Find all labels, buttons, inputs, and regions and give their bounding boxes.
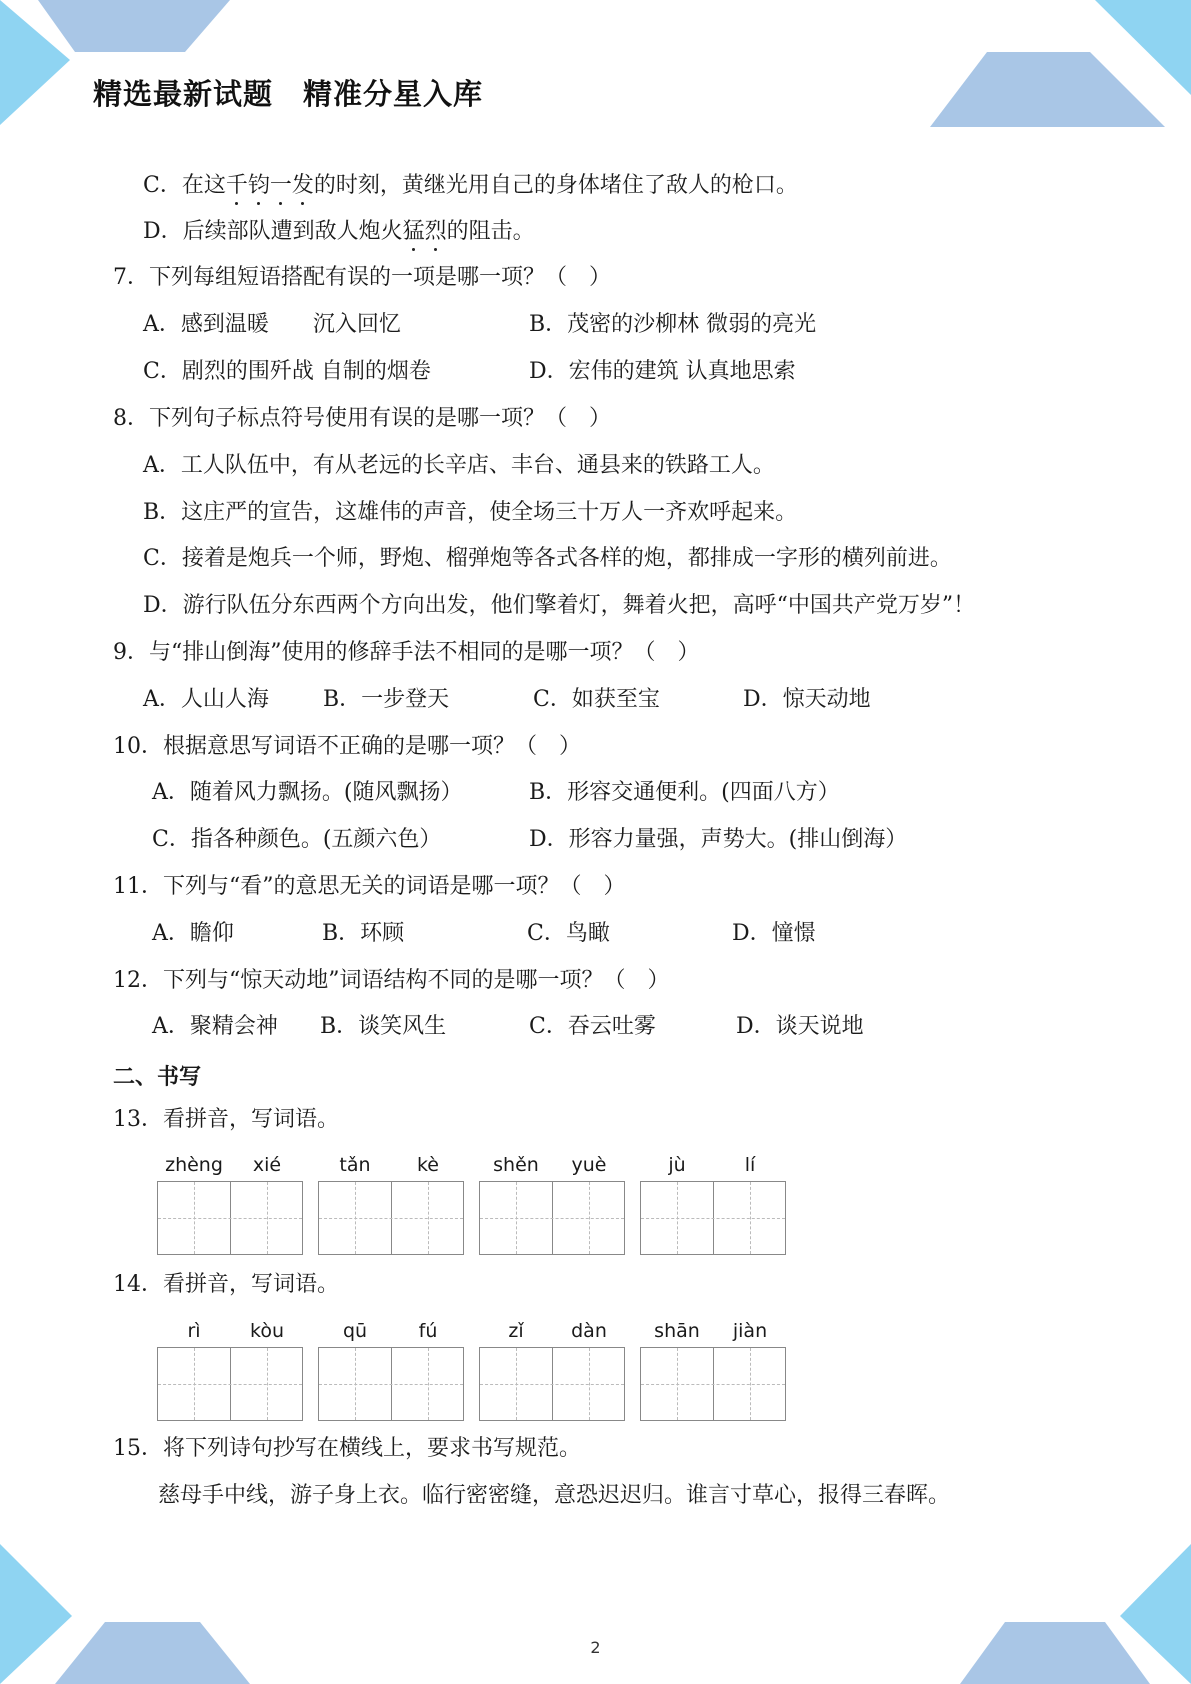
q7-options-row2	[143, 359, 1043, 385]
writing-grid-box[interactable]	[640, 1181, 786, 1255]
header-title: 精选最新试题 精准分星入库	[93, 77, 484, 111]
pinyin-label: fú	[418, 1320, 438, 1342]
q9-option-a[interactable]: A．人山人海	[143, 687, 269, 712]
pinyin-label: kè	[416, 1154, 439, 1176]
q9-option-c[interactable]: C．如获至宝	[533, 687, 660, 712]
pinyin-label: shān	[654, 1320, 700, 1342]
pinyin-label: rì	[187, 1320, 201, 1342]
q11-options	[152, 921, 1052, 947]
q11-stem: 11．下列与“看”的意思无关的词语是哪一项？（ ）	[113, 874, 626, 899]
q9-options	[143, 687, 1043, 713]
q12-option-a[interactable]: A．聚精会神	[152, 1014, 278, 1039]
page-number: 2	[590, 1638, 601, 1657]
q6-option-c-dotted-word: 千钧一发	[225, 173, 314, 198]
pinyin-label: shěn	[493, 1154, 539, 1176]
pinyin-label: dàn	[571, 1320, 607, 1342]
q8-stem: 8．下列句子标点符号使用有误的是哪一项？（ ）	[113, 406, 611, 431]
grid-guide-line	[480, 1384, 624, 1385]
pinyin-label: zǐ	[508, 1320, 524, 1342]
pinyin-label: tǎn	[339, 1154, 371, 1176]
q13-stem: 13．看拼音，写词语。	[113, 1107, 339, 1132]
q8-option-a[interactable]: A．工人队伍中，有从老远的长辛店、丰台、通县来的铁路工人。	[143, 453, 775, 478]
grid-guide-line	[158, 1384, 302, 1385]
q9-stem: 9．与“排山倒海”使用的修辞手法不相同的是哪一项？（ ）	[113, 640, 700, 665]
q11-option-c[interactable]: C．鸟瞰	[527, 921, 610, 946]
q10-option-d[interactable]: D．形容力量强，声势大。(排山倒海）	[529, 827, 908, 852]
pinyin-label: qū	[342, 1320, 368, 1342]
q10-option-a[interactable]: A．随着风力飘扬。(随风飘扬）	[152, 780, 463, 805]
q12-stem: 12．下列与“惊天动地”词语结构不同的是哪一项？（ ）	[113, 968, 670, 993]
q8-option-d[interactable]: D．游行队伍分东西两个方向出发，他们擎着灯，舞着火把，高呼“中国共产党万岁”！	[143, 593, 976, 618]
q11-option-d[interactable]: D．憧憬	[732, 921, 816, 946]
q11-option-a[interactable]: A．瞻仰	[152, 921, 234, 946]
q15-poem: 慈母手中线，游子身上衣。临行密密缝，意恐迟迟归。谁言寸草心，报得三春晖。	[158, 1483, 951, 1508]
q10-option-b[interactable]: B．形容交通便利。(四面八方）	[529, 780, 840, 805]
q8-option-c[interactable]: C．接着是炮兵一个师，野炮、榴弹炮等各式各样的炮，都排成一字形的横列前进。	[143, 546, 952, 571]
q8-option-b[interactable]: B．这庄严的宣告，这雄伟的声音，使全场三十万人一齐欢呼起来。	[143, 500, 798, 525]
grid-guide-line	[641, 1218, 785, 1219]
pinyin-label: lí	[744, 1154, 756, 1176]
writing-grid-box[interactable]	[640, 1347, 786, 1421]
q10-option-c[interactable]: C．指各种颜色。(五颜六色）	[152, 827, 442, 852]
grid-guide-line	[158, 1218, 302, 1219]
q12-option-b[interactable]: B．谈笑风生	[320, 1014, 447, 1039]
q6-option-d-suffix: 的阻击。	[446, 219, 535, 244]
pinyin-label: yuè	[571, 1154, 607, 1176]
q7-option-b[interactable]: B．茂密的沙柳林 微弱的亮光	[529, 312, 817, 337]
pinyin-label: zhèng	[165, 1154, 223, 1176]
q12-options	[152, 1014, 1052, 1040]
pinyin-label: jiàn	[732, 1320, 768, 1342]
q10-options-row1	[152, 780, 1052, 806]
section-title-writing: 二、书写	[113, 1065, 202, 1090]
q6-option-c-prefix: C．在这	[143, 173, 226, 198]
pinyin-label: kòu	[250, 1320, 284, 1342]
q10-stem: 10．根据意思写词语不正确的是哪一项？（ ）	[113, 734, 581, 759]
q6-option-c-suffix: 的时刻，黄继光用自己的身体堵住了敌人的枪口。	[313, 173, 798, 198]
corner-decoration-bottom-left	[0, 1544, 250, 1684]
q6-option-c	[143, 173, 798, 199]
grid-guide-line	[480, 1218, 624, 1219]
q15-stem: 15．将下列诗句抄写在横线上，要求书写规范。	[113, 1436, 581, 1461]
pinyin-label: jù	[668, 1154, 686, 1176]
writing-grid-box[interactable]	[479, 1347, 625, 1421]
q6-option-d-prefix: D．后续部队遭到敌人炮火	[143, 219, 403, 244]
writing-grid-box[interactable]	[318, 1347, 464, 1421]
q7-option-a[interactable]: A．感到温暖 沉入回忆	[143, 312, 401, 337]
q6-option-d	[143, 219, 535, 245]
grid-guide-line	[319, 1384, 463, 1385]
q9-option-b[interactable]: B．一步登天	[323, 687, 450, 712]
writing-grid-box[interactable]	[157, 1181, 303, 1255]
q12-option-c[interactable]: C．吞云吐雾	[529, 1014, 656, 1039]
grid-guide-line	[319, 1218, 463, 1219]
corner-decoration-bottom-right	[960, 1544, 1191, 1684]
q7-option-d[interactable]: D．宏伟的建筑 认真地思索	[529, 359, 796, 384]
q7-options-row1	[143, 312, 1043, 338]
writing-grid-box[interactable]	[318, 1181, 464, 1255]
q10-options-row2	[152, 827, 1052, 853]
writing-grid-box[interactable]	[479, 1181, 625, 1255]
corner-decoration-top-right	[930, 0, 1191, 130]
writing-grid-box[interactable]	[157, 1347, 303, 1421]
q9-option-d[interactable]: D．惊天动地	[743, 687, 871, 712]
q14-stem: 14．看拼音，写词语。	[113, 1272, 339, 1297]
q7-stem: 7．下列每组短语搭配有误的一项是哪一项？（ ）	[113, 265, 611, 290]
grid-guide-line	[641, 1384, 785, 1385]
pinyin-label: xié	[252, 1154, 282, 1176]
q6-option-d-dotted-word: 猛烈	[402, 219, 447, 244]
q7-option-c[interactable]: C．剧烈的围歼战 自制的烟卷	[143, 359, 431, 384]
q11-option-b[interactable]: B．环顾	[322, 921, 405, 946]
q12-option-d[interactable]: D．谈天说地	[736, 1014, 864, 1039]
